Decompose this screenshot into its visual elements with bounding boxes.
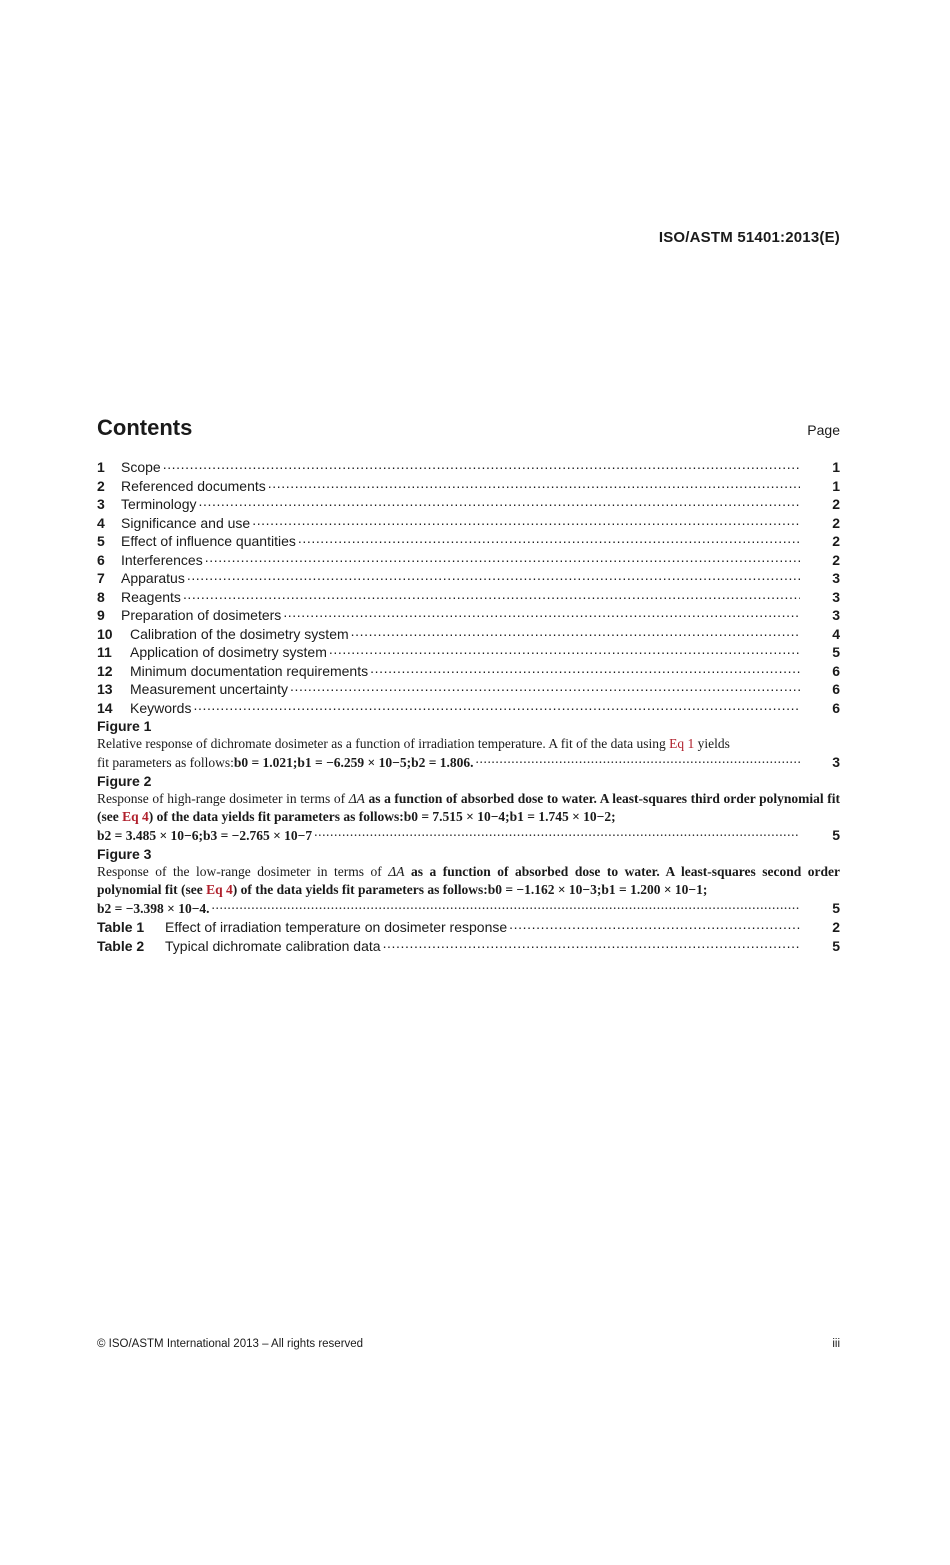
leader-dots — [163, 458, 800, 472]
toc-page: 2 — [832, 533, 840, 549]
toc-label: Significance and use — [121, 514, 251, 531]
leader-dots — [329, 643, 800, 657]
figure-caption-last-line — [97, 826, 840, 845]
toc-entry[interactable] — [97, 662, 840, 681]
leader-dots — [370, 662, 800, 676]
caption-text: as a function of absorbed dose to water. A least-squares third order polynomial fit (see — [97, 791, 840, 824]
toc-number: 11 — [97, 644, 112, 660]
leader-dots — [198, 495, 800, 509]
toc-page: 3 — [832, 607, 840, 623]
toc-entry[interactable] — [97, 477, 840, 496]
toc-page: 5 — [832, 900, 840, 916]
figure-caption[interactable] — [97, 735, 840, 753]
toc-entry[interactable] — [97, 699, 840, 718]
toc-entry[interactable] — [97, 588, 840, 607]
toc-label: Typical dichromate calibration data — [165, 937, 381, 954]
toc-entry[interactable] — [97, 458, 840, 477]
toc-number: 12 — [97, 662, 113, 679]
toc-page: 5 — [832, 827, 840, 843]
toc-page: 6 — [832, 662, 840, 679]
toc-label: Interferences — [121, 551, 203, 568]
toc-page: 3 — [832, 570, 840, 586]
toc-page: 2 — [832, 496, 840, 512]
toc-page: 1 — [832, 459, 840, 475]
toc-label: Minimum documentation requirements — [130, 662, 369, 679]
toc-label: Effect of influence quantities — [121, 533, 296, 549]
toc-page: 3 — [832, 754, 840, 770]
leader-dots — [205, 551, 800, 565]
figure-caption-last-line — [97, 899, 840, 918]
leader-dots — [252, 514, 800, 528]
toc-entry[interactable] — [97, 569, 840, 588]
toc-page: 2 — [832, 551, 840, 568]
leader-dots — [314, 826, 800, 840]
toc-label: Terminology — [121, 496, 197, 512]
contents-title: Contents — [97, 415, 193, 440]
toc-label: Measurement uncertainty — [130, 681, 288, 697]
delta-symbol: ΔA — [348, 791, 365, 806]
toc-number: 1 — [97, 459, 105, 475]
toc-number: 6 — [97, 551, 105, 568]
caption-text: Relative response of dichromate dosimeter as a function of irradiation temperature. A fit of the data using — [97, 736, 670, 751]
leader-dots — [290, 680, 800, 694]
toc-label: Scope — [121, 459, 161, 475]
toc-number: 7 — [97, 570, 105, 586]
caption-text: yields — [694, 736, 730, 751]
leader-dots — [212, 899, 800, 913]
fit-parameters: b2 = −3.398 × 10−4. — [97, 901, 210, 916]
toc-number: 10 — [97, 625, 113, 642]
leader-dots — [351, 625, 800, 639]
toc-number: 9 — [97, 607, 105, 623]
toc-label: Preparation of dosimeters — [121, 607, 282, 623]
leader-dots — [268, 477, 800, 491]
toc-page: 1 — [832, 477, 840, 494]
toc-number: 8 — [97, 588, 105, 605]
leader-dots — [509, 918, 800, 932]
toc-entry[interactable] — [97, 532, 840, 551]
caption-text: ) of the data yields fit parameters as follows:b0 = 7.515 × 10−4;b1 = 1.745 × 10−2; — [148, 809, 616, 824]
toc-number: 3 — [97, 496, 105, 512]
equation-link[interactable]: Eq 4 — [122, 809, 149, 824]
delta-symbol: ΔA — [388, 864, 405, 879]
toc-page: 5 — [832, 937, 840, 954]
toc-label: Reagents — [121, 588, 181, 605]
toc-page: 6 — [832, 681, 840, 697]
toc-table-entry[interactable] — [97, 937, 840, 956]
equation-link[interactable]: Eq 1 — [669, 736, 695, 751]
toc-number: 2 — [97, 477, 105, 494]
equation-link[interactable]: Eq 4 — [206, 882, 233, 897]
caption-text: ) of the data yields fit parameters as follows:b0 = −1.162 × 10−3;b1 = 1.200 × 10−1; — [232, 882, 708, 897]
page-column-label: Page — [807, 422, 840, 438]
leader-dots — [187, 569, 800, 583]
toc-label: Keywords — [130, 699, 192, 716]
caption-text: as a function of absorbed dose to water. A least-squares second order polynomial fit (see — [97, 864, 840, 897]
page-number: iii — [832, 1338, 840, 1350]
table-number: Table 1 — [97, 919, 145, 935]
figure-heading: Figure 1 — [97, 718, 152, 734]
figure-caption[interactable] — [97, 863, 840, 899]
leader-dots — [298, 532, 800, 546]
fit-parameters: b2 = 3.485 × 10−6;b3 = −2.765 × 10−7 — [97, 828, 313, 843]
caption-text: fit parameters as follows: — [97, 755, 234, 770]
figure-heading: Figure 2 — [97, 773, 152, 789]
toc-table-entry[interactable] — [97, 918, 840, 937]
leader-dots — [283, 606, 800, 620]
table-of-contents — [97, 458, 840, 955]
toc-label: Application of dosimetry system — [130, 644, 327, 660]
toc-number: 14 — [97, 699, 113, 716]
toc-label: Apparatus — [121, 570, 185, 586]
toc-entry[interactable] — [97, 551, 840, 570]
caption-text: Response of high-range dosimeter in terms of — [97, 791, 349, 806]
toc-page: 5 — [832, 644, 840, 660]
toc-entry[interactable] — [97, 680, 840, 699]
toc-page: 6 — [832, 699, 840, 716]
document-id: ISO/ASTM 51401:2013(E) — [658, 229, 840, 246]
figure-caption[interactable] — [97, 790, 840, 826]
toc-page: 4 — [832, 625, 840, 642]
table-number: Table 2 — [97, 937, 145, 954]
toc-entry[interactable] — [97, 495, 840, 514]
fit-parameters: b0 = 1.021;b1 = −6.259 × 10−5;b2 = 1.806. — [233, 755, 474, 770]
leader-dots — [476, 753, 800, 767]
toc-page: 2 — [832, 514, 840, 531]
toc-number: 13 — [97, 681, 113, 697]
toc-entry[interactable] — [97, 514, 840, 533]
toc-label: Referenced documents — [121, 477, 266, 494]
toc-page: 2 — [832, 919, 840, 935]
toc-entry[interactable] — [97, 643, 840, 662]
toc-page: 3 — [832, 588, 840, 605]
toc-number: 5 — [97, 533, 105, 549]
figure-caption-last-line — [97, 753, 840, 772]
toc-entry[interactable] — [97, 625, 840, 644]
page-footer — [97, 1338, 840, 1350]
leader-dots — [193, 699, 800, 713]
toc-label: Effect of irradiation temperature on dosimeter response — [165, 919, 508, 935]
leader-dots — [383, 937, 800, 951]
caption-text: Response of the low-range dosimeter in terms of — [97, 864, 389, 879]
toc-number: 4 — [97, 514, 105, 531]
contents-header — [97, 415, 840, 441]
copyright-notice: © ISO/ASTM International 2013 – All rights reserved — [97, 1338, 364, 1350]
leader-dots — [183, 588, 800, 602]
toc-label: Calibration of the dosimetry system — [130, 625, 349, 642]
figure-heading: Figure 3 — [97, 846, 152, 862]
toc-entry[interactable] — [97, 606, 840, 625]
